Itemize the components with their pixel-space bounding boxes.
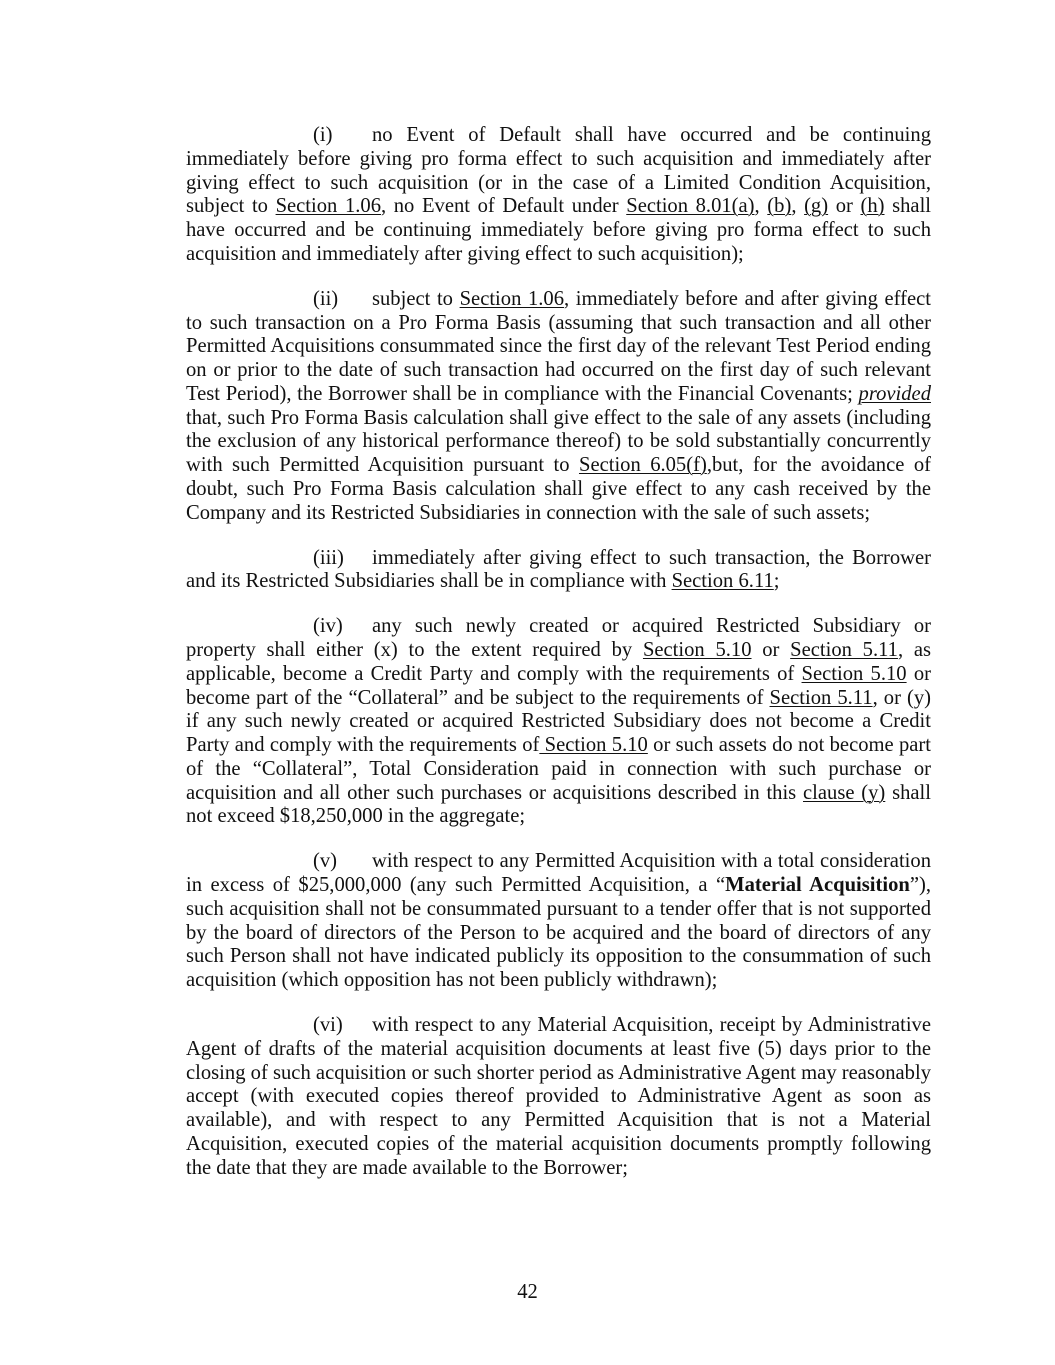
clause-paragraph	[186, 288, 931, 526]
cross-reference: Section 1.06	[275, 195, 381, 218]
clause-text: shall not exceed $18,250,000 in the aggregate;	[186, 781, 931, 828]
clause-label: (vi)	[313, 1014, 343, 1037]
clause-label: (v)	[313, 850, 338, 873]
clause-text: immediately after giving effect to such transaction, the Borrower and its Restricted Subsidiaries shall be in compliance with	[186, 546, 931, 593]
clause-text: subject to	[372, 287, 460, 310]
page-number: 42	[517, 1281, 538, 1303]
clause-paragraph	[186, 1014, 931, 1180]
cross-reference: Section 5.10	[539, 734, 648, 757]
cross-reference: Section 5.11	[769, 686, 873, 709]
cross-reference: Section 6.11	[671, 570, 774, 593]
clause-text: ;	[773, 570, 780, 593]
cross-reference: clause (y)	[803, 781, 886, 804]
clause-text: , no Event of Default under	[381, 195, 627, 218]
cross-reference: provided	[858, 382, 931, 405]
clause-text: any such newly created or acquired Restricted Subsidiary or property shall either (x) to the extent required by	[186, 615, 931, 662]
clause-paragraph	[186, 124, 931, 267]
cross-reference: (g)	[804, 195, 829, 218]
cross-reference: Section 6.05(f)	[578, 454, 707, 477]
clause-text: shall have occurred and be continuing immediately before giving pro forma effect to such acquisition and immediately after giving effect to such acquisition);	[186, 195, 932, 265]
cross-reference: (b)	[767, 195, 792, 218]
defined-term: Material Acquisition	[725, 874, 910, 897]
clause-text: with respect to any Material Acquisition, receipt by Administrative Agent of drafts of the material acquisition documents at least five (5) days prior to the closing of such acquisition or such shorter period as Administrative Agent may reasonably accept (with executed copies thereof provided to Administrative Agent as soon as available), and with respect to any Permitted Acquisition that is not a Material Acquisition, executed copies of the material acquisition documents promptly following the date that they are made available to the Borrower;	[186, 1014, 931, 1179]
clause-text: or such assets do not become part of the “Collateral”, Total Consideration paid in connection with such purchase or acquisition and all other such purchases or acquisitions described in this	[186, 734, 932, 804]
cross-reference: Section 8.01(a)	[626, 195, 755, 218]
document-body	[186, 124, 931, 1202]
clause-label: (ii)	[313, 287, 339, 310]
clause-label: (iii)	[313, 546, 344, 569]
cross-reference: Section 5.10	[642, 639, 752, 662]
clause-text: with respect to any Permitted Acquisition with a total consideration in excess of $25,000,000 (any such Permitted Acquisition, a “	[186, 850, 931, 897]
clause-text: , as applicable, become a Credit Party and comply with the requirements of	[186, 639, 932, 685]
clause-text: or become part of the “Collateral” and be subject to the requirements of	[186, 662, 931, 709]
clause-paragraph	[186, 547, 931, 595]
clause-text: ,	[791, 195, 805, 218]
clause-text: no Event of Default shall have occurred and be continuing immediately before giving pro forma effect to such acquisition and immediately after giving effect to such acquisition (or in the case of a Limited Condition Acquisition, subject to	[186, 124, 931, 218]
clause-text: , immediately before and after giving effect to such transaction on a Pro Forma Basis (assuming that such transaction and all other Permitted Acquisitions consummated since the first day of the relevant Test Period ending on or prior to the date of such transaction had occurred on the first day of such relevant Test Period), the Borrower shall be in compliance with the Financial Covenants;	[186, 287, 931, 405]
clause-text: ,	[754, 195, 768, 218]
clause-label: (i)	[313, 124, 333, 146]
clause-text: ,but, for the avoidance of doubt, such Pro Forma Basis calculation shall give effect to any cash received by the Company and its Restricted Subsidiaries in connection with the sale of such assets;	[186, 454, 931, 524]
clause-text: or	[751, 639, 791, 662]
cross-reference: Section 1.06	[459, 287, 565, 310]
cross-reference: (h)	[860, 195, 885, 218]
cross-reference: Section 5.11	[790, 639, 898, 662]
cross-reference: Section 5.10	[801, 662, 907, 685]
clause-text: ”), such acquisition shall not be consummated pursuant to a tender offer that is not supported by the board of directors of the Person to be acquired and the board of directors of any such Person shall not have indicated publicly its opposition to the consummation of such acquisition (which opposition has not been publicly withdrawn);	[186, 874, 931, 992]
clause-label: (iv)	[313, 615, 343, 638]
clause-text: or	[828, 195, 861, 218]
clause-paragraph	[186, 850, 931, 993]
clause-paragraph	[186, 615, 931, 829]
clause-text: that, such Pro Forma Basis calculation shall give effect to the sale of any assets (including the exclusion of any historical performance thereof) to be sold substantially concurrently with such Permitted Acquisition pursuant to	[186, 406, 931, 477]
clause-text: , or (y) if any such newly created or acquired Restricted Subsidiary does not become a Credit Party and comply with the requirements of	[186, 686, 931, 757]
